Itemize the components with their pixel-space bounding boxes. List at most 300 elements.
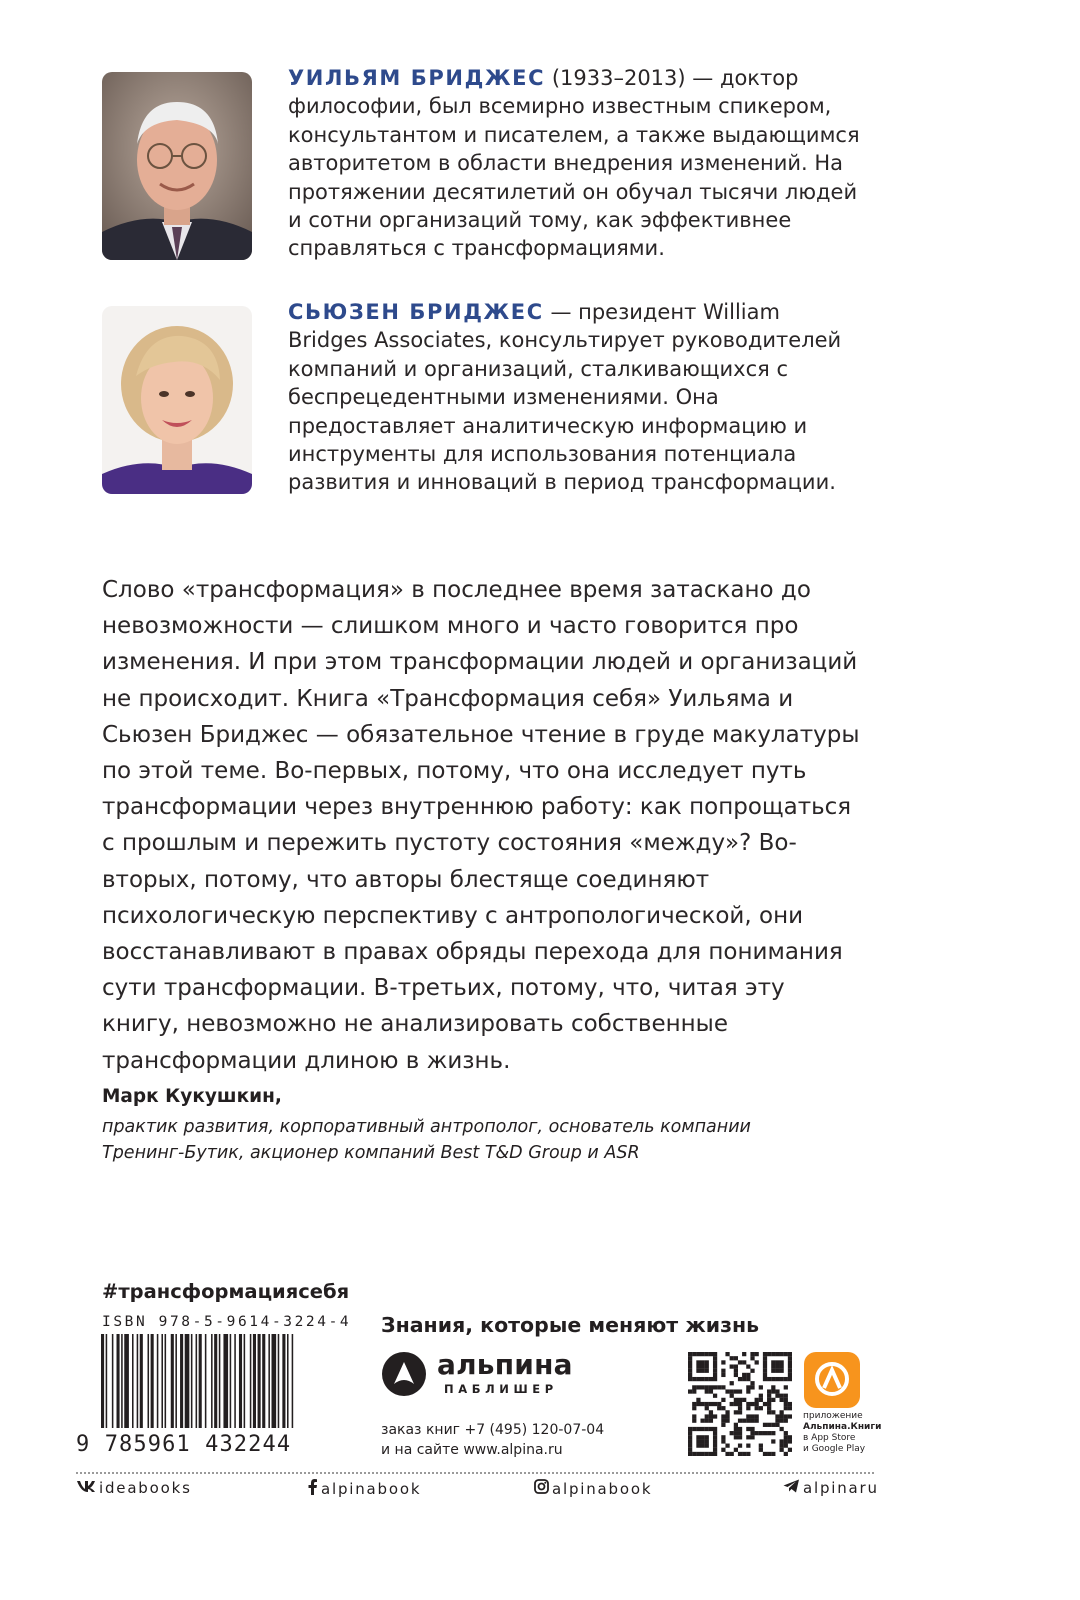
qr-module	[750, 1419, 754, 1423]
qr-module	[692, 1452, 696, 1456]
qr-module	[709, 1377, 713, 1381]
qr-module	[775, 1414, 779, 1418]
qr-module	[738, 1377, 742, 1381]
qr-module	[784, 1444, 788, 1448]
qr-module	[738, 1431, 742, 1435]
qr-module	[750, 1356, 754, 1360]
qr-module	[705, 1364, 709, 1368]
qr-module	[688, 1373, 692, 1377]
isbn-label: ISBN 978-5-9614-3224-4	[102, 1314, 352, 1330]
qr-module	[784, 1431, 788, 1435]
qr-module	[713, 1402, 717, 1406]
qr-module	[763, 1423, 767, 1427]
barcode-bar	[175, 1334, 177, 1428]
qr-module	[738, 1435, 742, 1439]
barcode-bar	[214, 1334, 217, 1428]
qr-module	[700, 1419, 704, 1423]
barcode-bar	[223, 1334, 228, 1428]
qr-module	[700, 1402, 704, 1406]
qr-module	[763, 1369, 767, 1373]
barcode-bar	[287, 1334, 289, 1428]
qr-module	[705, 1360, 709, 1364]
qr-module	[780, 1377, 784, 1381]
qr-module	[688, 1427, 692, 1431]
app-text-line2: Альпина.Книги	[803, 1422, 882, 1432]
qr-module	[734, 1369, 738, 1373]
qr-module	[730, 1389, 734, 1393]
qr-module	[705, 1414, 709, 1418]
qr-module	[763, 1360, 767, 1364]
qr-module	[746, 1444, 750, 1448]
qr-module	[721, 1369, 725, 1373]
qr-module	[709, 1419, 713, 1423]
qr-module	[717, 1385, 721, 1389]
qr-module	[692, 1406, 696, 1410]
social-label: alpinabook	[552, 1479, 653, 1498]
qr-module	[746, 1377, 750, 1381]
qr-module	[692, 1414, 696, 1418]
qr-module	[705, 1419, 709, 1423]
qr-module	[734, 1431, 738, 1435]
qr-module	[692, 1385, 696, 1389]
qr-module	[738, 1419, 742, 1423]
qr-module	[717, 1402, 721, 1406]
qr-module	[705, 1352, 709, 1356]
barcode-bar	[106, 1334, 108, 1428]
social-label: alpinaru	[803, 1479, 879, 1497]
qr-module	[725, 1444, 729, 1448]
qr-module	[750, 1385, 754, 1389]
qr-module	[738, 1402, 742, 1406]
qr-module	[734, 1364, 738, 1368]
qr-module	[788, 1435, 792, 1439]
social-instagram[interactable]	[534, 1479, 652, 1498]
qr-module	[742, 1377, 746, 1381]
qr-module	[780, 1352, 784, 1356]
qr-module	[688, 1364, 692, 1368]
qr-module	[763, 1377, 767, 1381]
qr-module	[788, 1406, 792, 1410]
qr-module	[780, 1427, 784, 1431]
barcode-bar	[132, 1334, 134, 1428]
qr-module	[692, 1427, 696, 1431]
qr-module	[705, 1452, 709, 1456]
qr-module	[696, 1452, 700, 1456]
barcode-bar	[151, 1334, 154, 1428]
qr-module	[759, 1394, 763, 1398]
qr-module	[771, 1364, 775, 1368]
qr-module	[771, 1352, 775, 1356]
barcode-icon	[100, 1334, 332, 1428]
barcode-bar	[244, 1334, 246, 1428]
qr-module	[755, 1431, 759, 1435]
barcode-bar	[199, 1334, 202, 1428]
order-phone: заказ книг +7 (495) 120-07-04	[381, 1422, 605, 1438]
qr-module	[688, 1389, 692, 1393]
barcode-bar	[239, 1334, 242, 1428]
qr-module	[721, 1439, 725, 1443]
qr-module	[713, 1369, 717, 1373]
qr-module	[780, 1444, 784, 1448]
qr-module	[775, 1369, 779, 1373]
barcode-bar	[191, 1334, 193, 1428]
qr-module	[738, 1406, 742, 1410]
qr-module	[763, 1373, 767, 1377]
qr-module	[730, 1452, 734, 1456]
qr-module	[788, 1364, 792, 1368]
qr-module	[771, 1398, 775, 1402]
qr-module	[759, 1431, 763, 1435]
qr-module	[788, 1439, 792, 1443]
qr-module	[713, 1377, 717, 1381]
qr-module	[734, 1435, 738, 1439]
qr-module	[700, 1369, 704, 1373]
qr-module	[755, 1352, 759, 1356]
qr-module	[763, 1402, 767, 1406]
qr-module	[750, 1414, 754, 1418]
qr-module	[771, 1452, 775, 1456]
qr-module	[725, 1389, 729, 1393]
barcode-bar	[205, 1334, 207, 1428]
qr-module	[688, 1435, 692, 1439]
barcode-bar	[258, 1334, 261, 1428]
qr-module	[725, 1419, 729, 1423]
vk-icon	[76, 1479, 96, 1497]
qr-module	[788, 1414, 792, 1418]
qr-module	[771, 1385, 775, 1389]
qr-module	[700, 1360, 704, 1364]
qr-module	[730, 1402, 734, 1406]
qr-module	[788, 1369, 792, 1373]
qr-module	[780, 1448, 784, 1452]
app-text-line4: и Google Play	[803, 1444, 866, 1454]
instagram-icon	[534, 1479, 549, 1498]
qr-module	[750, 1402, 754, 1406]
qr-module	[700, 1377, 704, 1381]
barcode-bar	[268, 1334, 270, 1428]
qr-module	[734, 1402, 738, 1406]
author-bio-text: (1933–2013) — доктор философии, был всемирно известным спикером, консультантом и писателем, а также выдающимся авторитетом в области внедрения изменений. На протяжении десятилетий он обучал тысячи людей и сотни организаций тому, как эффективнее справляться с трансформациями.	[288, 66, 860, 261]
qr-module	[734, 1448, 738, 1452]
qr-module	[742, 1352, 746, 1356]
qr-module	[746, 1385, 750, 1389]
qr-module	[738, 1398, 742, 1402]
qr-module	[734, 1389, 738, 1393]
qr-module	[734, 1398, 738, 1402]
social-facebook[interactable]	[308, 1479, 421, 1499]
qr-module	[721, 1360, 725, 1364]
endorsement-author: Марк Кукушкин,	[102, 1086, 282, 1107]
author-photo-william	[102, 72, 252, 260]
qr-module	[750, 1381, 754, 1385]
qr-module	[692, 1402, 696, 1406]
qr-module	[696, 1352, 700, 1356]
qr-module	[742, 1373, 746, 1377]
qr-module	[742, 1419, 746, 1423]
qr-module	[767, 1402, 771, 1406]
qr-module	[721, 1385, 725, 1389]
qr-module	[746, 1419, 750, 1423]
qr-module	[692, 1377, 696, 1381]
telegram-icon	[783, 1479, 800, 1497]
qr-module	[767, 1406, 771, 1410]
qr-module	[742, 1360, 746, 1364]
qr-module	[775, 1389, 779, 1393]
qr-module	[700, 1427, 704, 1431]
qr-module	[784, 1394, 788, 1398]
qr-module	[784, 1406, 788, 1410]
qr-module	[696, 1377, 700, 1381]
social-telegram[interactable]	[783, 1479, 879, 1497]
qr-module	[767, 1398, 771, 1402]
qr-module	[788, 1402, 792, 1406]
qr-module	[688, 1444, 692, 1448]
qr-module	[759, 1448, 763, 1452]
qr-module	[696, 1444, 700, 1448]
qr-module	[763, 1431, 767, 1435]
barcode-bar	[211, 1334, 213, 1428]
qr-module	[709, 1402, 713, 1406]
qr-module	[709, 1410, 713, 1414]
barcode-bar	[262, 1334, 265, 1428]
qr-module	[713, 1414, 717, 1418]
qr-module	[746, 1389, 750, 1393]
barcode-bar	[112, 1334, 114, 1428]
qr-module	[730, 1381, 734, 1385]
qr-module	[725, 1414, 729, 1418]
qr-module	[771, 1410, 775, 1414]
qr-module	[700, 1444, 704, 1448]
qr-module	[705, 1385, 709, 1389]
publisher-logo-icon	[380, 1350, 428, 1398]
qr-module	[784, 1352, 788, 1356]
qr-module	[705, 1406, 709, 1410]
qr-module	[696, 1398, 700, 1402]
qr-module	[713, 1444, 717, 1448]
qr-module	[771, 1369, 775, 1373]
qr-module	[713, 1364, 717, 1368]
qr-module	[746, 1452, 750, 1456]
qr-module	[696, 1385, 700, 1389]
qr-module	[738, 1410, 742, 1414]
qr-module	[688, 1352, 692, 1356]
publisher-name: альпина	[437, 1348, 573, 1381]
author-name: СЬЮЗЕН БРИДЖЕС	[288, 300, 544, 324]
qr-module	[730, 1364, 734, 1368]
qr-module	[709, 1352, 713, 1356]
barcode-bar	[272, 1334, 277, 1428]
barcode-bar	[148, 1334, 150, 1428]
qr-module	[759, 1398, 763, 1402]
qr-module	[746, 1427, 750, 1431]
qr-module	[713, 1385, 717, 1389]
barcode-bar	[185, 1334, 190, 1428]
author-name: УИЛЬЯМ БРИДЖЕС	[288, 66, 546, 90]
social-vk[interactable]	[76, 1479, 192, 1497]
qr-module	[721, 1448, 725, 1452]
qr-module	[688, 1439, 692, 1443]
qr-module	[734, 1373, 738, 1377]
endorsement-role-line2: Тренинг-Бутик, акционер компаний Best T&D Group и ASR	[102, 1143, 640, 1163]
qr-module	[771, 1431, 775, 1435]
qr-module	[738, 1452, 742, 1456]
qr-module	[784, 1385, 788, 1389]
qr-module	[705, 1369, 709, 1373]
qr-module	[688, 1356, 692, 1360]
qr-module	[750, 1427, 754, 1431]
qr-module	[763, 1452, 767, 1456]
qr-module	[755, 1360, 759, 1364]
barcode-digits: 9 785961 432244	[76, 1432, 292, 1457]
barcode-bar	[230, 1334, 232, 1428]
qr-module	[688, 1431, 692, 1435]
qr-module	[730, 1356, 734, 1360]
barcode-bar	[157, 1334, 159, 1428]
qr-module	[775, 1423, 779, 1427]
qr-module	[738, 1389, 742, 1393]
qr-module	[688, 1448, 692, 1452]
app-store-text	[803, 1411, 883, 1455]
barcode-bar	[101, 1334, 104, 1428]
qr-module	[721, 1414, 725, 1418]
qr-module	[780, 1419, 784, 1423]
qr-module	[784, 1402, 788, 1406]
qr-module	[780, 1394, 784, 1398]
barcode-bar	[180, 1334, 183, 1428]
author-bio-text: — президент William Bridges Associates, консультирует руководителей компаний и организаций, сталкивающихся с беспрецедентными изменениями. Она предоставляет аналитическую информацию и инструменты для использования потенциала развития и инноваций в период трансформации.	[288, 300, 842, 495]
qr-module	[705, 1389, 709, 1393]
qr-module	[709, 1427, 713, 1431]
qr-module	[780, 1369, 784, 1373]
qr-module	[705, 1435, 709, 1439]
qr-module	[771, 1360, 775, 1364]
author-photo-susan	[102, 306, 252, 494]
qr-module	[746, 1373, 750, 1377]
qr-module	[738, 1444, 742, 1448]
barcode-bar	[278, 1334, 280, 1428]
qr-module	[784, 1398, 788, 1402]
qr-module	[780, 1414, 784, 1418]
qr-module	[750, 1352, 754, 1356]
qr-module	[696, 1402, 700, 1406]
qr-module	[688, 1377, 692, 1381]
qr-module	[713, 1439, 717, 1443]
order-site: и на сайте www.alpina.ru	[381, 1442, 563, 1458]
qr-code-icon	[688, 1352, 792, 1456]
qr-module	[692, 1389, 696, 1393]
qr-module	[750, 1431, 754, 1435]
qr-module	[730, 1394, 734, 1398]
footer-divider	[76, 1472, 874, 1474]
qr-module	[780, 1410, 784, 1414]
qr-module	[746, 1364, 750, 1368]
qr-module	[688, 1360, 692, 1364]
qr-module	[713, 1356, 717, 1360]
qr-module	[788, 1356, 792, 1360]
qr-module	[771, 1439, 775, 1443]
qr-module	[767, 1389, 771, 1393]
qr-module	[775, 1377, 779, 1381]
barcode-bar	[117, 1334, 120, 1428]
qr-module	[750, 1369, 754, 1373]
qr-module	[705, 1402, 709, 1406]
barcode-bar	[140, 1334, 143, 1428]
qr-module	[755, 1402, 759, 1406]
qr-module	[780, 1439, 784, 1443]
qr-module	[742, 1452, 746, 1456]
qr-module	[713, 1373, 717, 1377]
qr-module	[767, 1431, 771, 1435]
barcode-bar	[219, 1334, 221, 1428]
publisher-subtitle: ПАБЛИШЕР	[444, 1382, 558, 1396]
qr-module	[784, 1435, 788, 1439]
qr-module	[692, 1419, 696, 1423]
qr-module	[713, 1448, 717, 1452]
qr-module	[688, 1369, 692, 1373]
qr-module	[788, 1377, 792, 1381]
barcode-bar	[196, 1334, 198, 1428]
qr-module	[721, 1423, 725, 1427]
qr-module	[688, 1452, 692, 1456]
social-label: alpinabook	[321, 1480, 422, 1498]
qr-module	[788, 1373, 792, 1377]
publisher-slogan: Знания, которые меняют жизнь	[381, 1313, 760, 1337]
qr-module	[763, 1356, 767, 1360]
barcode-bar	[292, 1334, 294, 1428]
qr-module	[775, 1419, 779, 1423]
qr-module	[780, 1360, 784, 1364]
author-bio-william	[288, 64, 863, 263]
qr-module	[725, 1352, 729, 1356]
qr-module	[771, 1377, 775, 1381]
qr-module	[767, 1423, 771, 1427]
qr-module	[775, 1352, 779, 1356]
qr-module	[734, 1410, 738, 1414]
qr-module	[725, 1452, 729, 1456]
qr-module	[700, 1385, 704, 1389]
app-text-line3: в App Store	[803, 1433, 856, 1443]
qr-module	[742, 1398, 746, 1402]
qr-module	[755, 1419, 759, 1423]
qr-module	[767, 1394, 771, 1398]
qr-module	[788, 1352, 792, 1356]
qr-module	[784, 1414, 788, 1418]
qr-module	[771, 1423, 775, 1427]
barcode-bar	[165, 1334, 167, 1428]
qr-module	[780, 1398, 784, 1402]
qr-module	[734, 1356, 738, 1360]
qr-module	[709, 1389, 713, 1393]
social-label: ideabooks	[99, 1479, 192, 1497]
barcode-bar	[124, 1334, 129, 1428]
barcode-bar	[250, 1334, 252, 1428]
qr-module	[705, 1439, 709, 1443]
barcode-bar	[171, 1334, 174, 1428]
order-info	[381, 1420, 604, 1460]
endorsement-role-line1: практик развития, корпоративный антрополог, основатель компании	[102, 1117, 751, 1137]
qr-module	[696, 1360, 700, 1364]
qr-module	[721, 1398, 725, 1402]
qr-module	[780, 1364, 784, 1368]
qr-module	[730, 1431, 734, 1435]
qr-module	[700, 1435, 704, 1439]
qr-module	[746, 1435, 750, 1439]
qr-module	[755, 1406, 759, 1410]
qr-module	[784, 1452, 788, 1456]
qr-module	[700, 1439, 704, 1443]
facebook-icon	[308, 1479, 318, 1499]
qr-module	[721, 1419, 725, 1423]
